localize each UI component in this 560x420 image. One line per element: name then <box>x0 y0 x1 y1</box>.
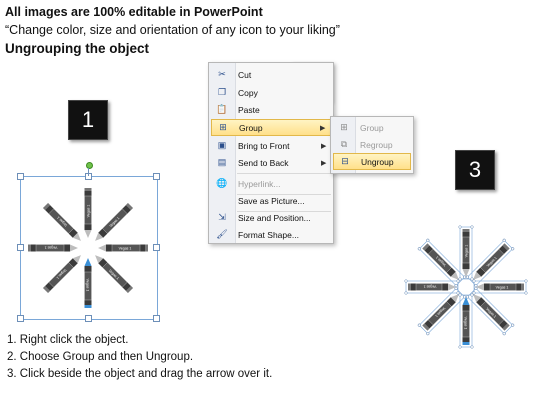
submenu-item-ungroup[interactable] <box>333 153 411 170</box>
menu-item-send-to-back[interactable] <box>211 154 331 171</box>
menu-label: Ungroup <box>361 156 394 167</box>
crayon[interactable] <box>28 245 78 252</box>
group-submenu <box>330 116 414 174</box>
submenu-arrow-icon: ▶ <box>320 124 326 132</box>
menu-label: Paste <box>238 104 260 115</box>
menu-item-save-as-picture[interactable] <box>211 192 331 209</box>
crayon[interactable] <box>85 188 92 238</box>
size-icon: ⇲ <box>218 212 226 222</box>
ungroup-icon: ⊟ <box>341 156 349 166</box>
bring-front-icon: ▣ <box>217 140 227 150</box>
group-icon: ⊞ <box>340 122 348 132</box>
paste-icon: 📋 <box>216 104 228 114</box>
crayon-label: Vegas 1 <box>495 285 509 290</box>
step-text: 2. Choose Group and then Ungroup. <box>7 351 194 363</box>
menu-label: Send to Back <box>238 157 289 168</box>
step-badge-3: 3 <box>455 150 495 190</box>
menu-label: Regroup <box>360 139 393 150</box>
instruction-steps <box>7 332 272 383</box>
crayon-label: Vegas 1 <box>118 246 132 251</box>
crayon-label: Vegas 1 <box>55 267 68 280</box>
format-icon: 🖌 <box>216 229 228 239</box>
step-text: 3. Click beside the object and drag the arrow over it. <box>7 368 273 380</box>
submenu-arrow-icon: ▶ <box>321 142 327 150</box>
menu-label: Format Shape... <box>238 229 299 240</box>
crayon-label: Vegas 1 <box>56 215 69 228</box>
crayon-wheel-1[interactable] <box>20 178 156 318</box>
crayon[interactable] <box>459 294 474 349</box>
regroup-icon: ⧉ <box>340 139 348 149</box>
headline-editable: All images are 100% editable in PowerPoint <box>5 5 263 19</box>
menu-separator <box>237 173 331 174</box>
crayon-label: Vegas 1 <box>464 244 469 258</box>
headline-customize: “Change color, size and orientation of any icon to your liking” <box>5 23 340 37</box>
crayon-label: Vegas 1 <box>423 284 437 289</box>
menu-item-cut[interactable] <box>211 66 331 83</box>
menu-label: Cut <box>238 69 252 80</box>
crayon-label: Vegas 1 <box>108 216 121 229</box>
menu-label: Copy <box>238 87 258 98</box>
crayon-label: Vegas 1 <box>85 278 90 292</box>
menu-label: Size and Position... <box>238 212 311 223</box>
crayon-label: Vegas 1 <box>86 204 91 218</box>
crayon[interactable] <box>85 258 92 308</box>
menu-label: Group <box>239 122 263 133</box>
menu-label: Bring to Front <box>238 140 290 151</box>
submenu-arrow-icon: ▶ <box>321 159 327 167</box>
crayon-label: Vegas 1 <box>107 268 120 281</box>
send-back-icon: ▤ <box>217 157 227 167</box>
crayon[interactable] <box>405 280 460 295</box>
context-menu <box>208 62 334 244</box>
crayon-label: Vegas 1 <box>434 306 447 318</box>
crayon[interactable] <box>43 253 83 293</box>
copy-icon: ❐ <box>217 87 227 97</box>
menu-item-format-shape[interactable] <box>211 226 331 243</box>
section-title: Ungrouping the object <box>5 41 149 56</box>
menu-item-copy[interactable] <box>211 84 331 101</box>
hyperlink-icon: 🌐 <box>216 178 228 188</box>
crayon-label: Vegas 1 <box>485 256 498 268</box>
menu-item-paste[interactable] <box>211 101 331 118</box>
crayon-label: Vegas 1 <box>463 316 468 330</box>
group-icon: ⊞ <box>219 122 227 132</box>
crayon[interactable] <box>93 203 133 243</box>
menu-item-hyperlink[interactable] <box>211 175 331 192</box>
step-badge-1: 1 <box>68 100 108 140</box>
scissors-icon: ✂ <box>218 69 226 79</box>
menu-label: Group <box>360 122 384 133</box>
menu-item-bring-to-front[interactable] <box>211 137 331 154</box>
step-text: 1. Right click the object. <box>7 334 129 346</box>
crayon[interactable] <box>459 226 474 281</box>
crayon-label: Vegas 1 <box>435 255 447 268</box>
crayon-label: Vegas 1 <box>44 245 58 250</box>
submenu-item-group[interactable] <box>333 119 411 136</box>
menu-item-group[interactable] <box>211 119 331 136</box>
crayon[interactable] <box>93 253 133 293</box>
rotation-handle-line <box>88 168 89 176</box>
crayon[interactable] <box>98 245 148 252</box>
crayon-label: Vegas 1 <box>485 306 497 319</box>
crayon[interactable] <box>473 280 528 295</box>
menu-item-size-and-position[interactable] <box>211 209 331 226</box>
submenu-item-regroup[interactable] <box>333 136 411 153</box>
menu-label: Hyperlink... <box>238 178 281 189</box>
menu-label: Save as Picture... <box>238 195 305 206</box>
crayon[interactable] <box>43 203 83 243</box>
crayon-wheel-ungrouped[interactable] <box>398 222 534 352</box>
